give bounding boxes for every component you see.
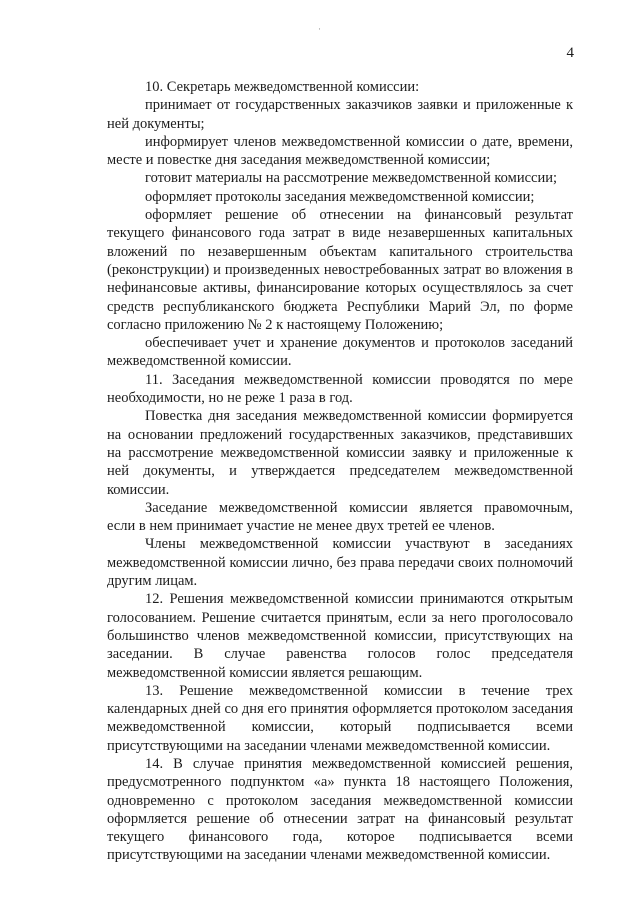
paragraph-secretary-duty-applications: принимает от государственных заказчиков заявки и приложенные к ней документы; [107, 97, 573, 132]
document-body [107, 78, 573, 865]
paragraph-quorum: Заседание межведомственной комиссии является правомочным, если в нем принимает участие не менее двух третей ее членов. [107, 499, 573, 535]
scan-mark: · [318, 24, 321, 34]
paragraph-secretary-duty-storage: обеспечивает учет и хранение документов и протоколов заседаний межведомственной комиссии. [107, 335, 573, 370]
paragraph-13: 13. Решение межведомственной комиссии в течение трех календарных дней со дня его принятия оформляется протоколом заседания межведомственной комиссии, который подписывается всеми присутствующими на заседании членами межведомственной комиссии. [107, 682, 573, 754]
paragraph-11: 11. Заседания межведомственной комиссии проводятся по мере необходимости, но не реже 1 раза в год. [107, 371, 573, 407]
paragraph-secretary-duty-decision: оформляет решение об отнесении на финансовый результат текущего финансового года затрат в виде незавершенных капитальных вложений по незавершенным объектам капитального строительства (реконструкции) и произведенных невостребованных затрат во вложения в нефинансовые активы, финансирование которых осуществлялось за счет средств республиканского бюджета Республики Марий Эл, по форме согласно приложению № 2 к настоящему Положению; [107, 207, 573, 333]
paragraph-secretary-duty-inform: информирует членов межведомственной комиссии о дате, времени, месте и повестке дня заседания межведомственной комиссии; [107, 133, 573, 169]
paragraph-agenda: Повестка дня заседания межведомственной комиссии формируется на основании предложений государственных заказчиков, представивших на рассмотрение межведомственной комиссии заявку и приложенные к ней документы, и утверждается председателем межведомственной комиссии. [107, 408, 573, 498]
paragraph-secretary-duty-materials: готовит материалы на рассмотрение межведомственной комиссии; [145, 170, 558, 187]
paragraph-secretary-duty-protocols: оформляет протоколы заседания межведомственной комиссии; [145, 188, 535, 205]
paragraph-members-participation: Члены межведомственной комиссии участвуют в заседаниях межведомственной комиссии лично, без права передачи своих полномочий другим лицам. [107, 536, 573, 590]
paragraph-10-heading: 10. Секретарь межведомственной комиссии: [145, 79, 420, 95]
paragraph-14: 14. В случае принятия межведомственной комиссией решения, предусмотренного подпунктом «а» пункта 18 настоящего Положения, одновременно с протоколом заседания межведомственной комиссии оформляется решение об отнесении затрат на финансовый результат текущего финансового года, которое подписывается всеми присутствующими на заседании членами межведомственной комиссии. [107, 755, 573, 864]
page-number: 4 [566, 45, 574, 61]
paragraph-12: 12. Решения межведомственной комиссии принимаются открытым голосованием. Решение считается принятым, если за него проголосовало большинство членов межведомственной комиссии, присутствующих на заседании. В случае равенства голосов голос председателя межведомственной комиссии является решающим. [107, 591, 573, 681]
